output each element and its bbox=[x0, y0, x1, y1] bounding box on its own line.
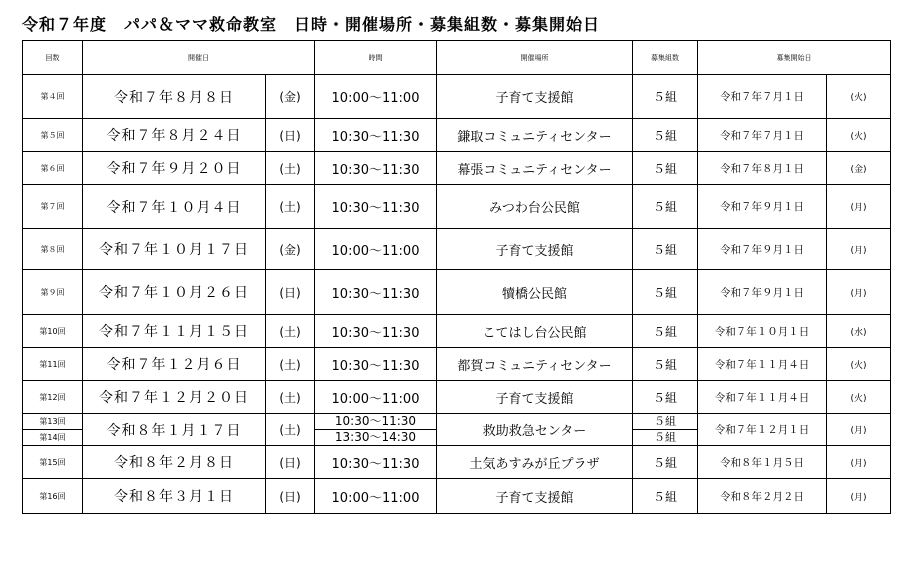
event-venue: 子育て支援館 bbox=[437, 479, 633, 514]
event-weekday: (金) bbox=[266, 229, 315, 270]
event-time: 13:30～14:30 bbox=[334, 430, 417, 444]
application-start-weekday: (月) bbox=[827, 479, 891, 514]
header-date: 開催日 bbox=[83, 41, 315, 75]
application-start-date: 令和７年１２月１日 bbox=[698, 414, 827, 446]
application-start-weekday: (金) bbox=[827, 152, 891, 185]
event-date: 令和７年９月２０日 bbox=[83, 152, 266, 185]
application-start-date: 令和７年９月１日 bbox=[698, 270, 827, 315]
application-start-weekday: (月) bbox=[827, 185, 891, 229]
application-start-date: 令和７年７月１日 bbox=[698, 119, 827, 152]
event-venue: 土気あすみが丘プラザ bbox=[437, 446, 633, 479]
session-number: 第12回 bbox=[23, 381, 83, 414]
event-date: 令和７年８月８日 bbox=[83, 75, 266, 119]
event-time: 10:30～11:30 bbox=[315, 119, 437, 152]
table-row bbox=[23, 348, 891, 381]
event-date: 令和７年８月２４日 bbox=[83, 119, 266, 152]
session-number: 第７回 bbox=[23, 185, 83, 229]
event-weekday: (日) bbox=[266, 446, 315, 479]
table-row bbox=[23, 152, 891, 185]
table-row-split bbox=[23, 414, 891, 446]
application-start-date: 令和７年１１月４日 bbox=[698, 348, 827, 381]
event-venue: こてはし台公民館 bbox=[437, 315, 633, 348]
event-time: 10:00～11:00 bbox=[315, 479, 437, 514]
event-time: 10:30～11:30 bbox=[315, 315, 437, 348]
application-start-date: 令和８年２月２日 bbox=[698, 479, 827, 514]
application-start-date: 令和７年８月１日 bbox=[698, 152, 827, 185]
table-row bbox=[23, 315, 891, 348]
event-date: 令和７年１０月２６日 bbox=[83, 270, 266, 315]
application-start-weekday: (月) bbox=[827, 270, 891, 315]
event-date: 令和７年１２月６日 bbox=[83, 348, 266, 381]
event-time: 10:00～11:00 bbox=[315, 381, 437, 414]
event-venue: みつわ台公民館 bbox=[437, 185, 633, 229]
table-row bbox=[23, 185, 891, 229]
event-time: 10:00～11:00 bbox=[315, 229, 437, 270]
page-title: 令和７年度 パパ＆ママ救命教室 日時・開催場所・募集組数・募集開始日 bbox=[22, 15, 601, 34]
event-time: 10:30～11:30 bbox=[315, 152, 437, 185]
application-start-weekday: (水) bbox=[827, 315, 891, 348]
header-row bbox=[23, 41, 891, 75]
session-number: 第13回 bbox=[23, 414, 82, 430]
table-row bbox=[23, 75, 891, 119]
application-start-weekday: (月) bbox=[827, 229, 891, 270]
header-place: 開催場所 bbox=[437, 41, 633, 75]
application-start-weekday: (火) bbox=[827, 75, 891, 119]
event-venue: 子育て支援館 bbox=[437, 75, 633, 119]
group-count: ５組 bbox=[633, 119, 698, 152]
event-weekday: (土) bbox=[266, 414, 315, 446]
event-weekday: (土) bbox=[266, 185, 315, 229]
event-time: 10:30～11:30 bbox=[315, 446, 437, 479]
event-time: 10:30～11:30 bbox=[315, 414, 436, 430]
event-time: 10:30～11:30 bbox=[315, 348, 437, 381]
application-start-date: 令和７年７月１日 bbox=[698, 75, 827, 119]
table-row bbox=[23, 119, 891, 152]
event-weekday: (土) bbox=[266, 381, 315, 414]
session-number: 第６回 bbox=[23, 152, 83, 185]
event-time: 10:30～11:30 bbox=[315, 185, 437, 229]
table-row bbox=[23, 270, 891, 315]
event-date: 令和８年３月１日 bbox=[83, 479, 266, 514]
event-date: 令和７年１０月１７日 bbox=[83, 229, 266, 270]
application-start-date: 令和８年１月５日 bbox=[698, 446, 827, 479]
group-count: ５組 bbox=[633, 75, 698, 119]
event-weekday: (土) bbox=[266, 315, 315, 348]
application-start-date: 令和７年１０月１日 bbox=[698, 315, 827, 348]
group-count: ５組 bbox=[633, 229, 698, 270]
event-time: 10:30～11:30 bbox=[315, 270, 437, 315]
event-venue: 都賀コミュニティセンター bbox=[437, 348, 633, 381]
event-date: 令和８年２月８日 bbox=[83, 446, 266, 479]
event-venue: 幕張コミュニティセンター bbox=[437, 152, 633, 185]
application-start-weekday: (火) bbox=[827, 381, 891, 414]
group-count: ５組 bbox=[633, 152, 698, 185]
application-start-date: 令和７年９月１日 bbox=[698, 185, 827, 229]
event-venue: 救助救急センター bbox=[437, 414, 633, 446]
session-number: 第11回 bbox=[23, 348, 83, 381]
event-date: 令和８年１月１７日 bbox=[83, 414, 266, 446]
group-count: ５組 bbox=[654, 431, 676, 444]
session-number: 第16回 bbox=[23, 479, 83, 514]
event-time-pair bbox=[315, 414, 437, 446]
event-weekday: (土) bbox=[266, 152, 315, 185]
header-time: 時間 bbox=[315, 41, 437, 75]
event-venue: 犢橋公民館 bbox=[437, 270, 633, 315]
session-number: 第15回 bbox=[23, 446, 83, 479]
session-number: 第９回 bbox=[23, 270, 83, 315]
session-number-pair bbox=[23, 414, 83, 446]
event-time: 10:00～11:00 bbox=[315, 75, 437, 119]
group-count-pair bbox=[633, 414, 698, 446]
event-weekday: (日) bbox=[266, 119, 315, 152]
application-start-weekday: (月) bbox=[827, 446, 891, 479]
event-date: 令和７年１１月１５日 bbox=[83, 315, 266, 348]
group-count: ５組 bbox=[633, 381, 698, 414]
header-groups: 募集組数 bbox=[633, 41, 698, 75]
group-count: ５組 bbox=[633, 315, 698, 348]
application-start-date: 令和７年１１月４日 bbox=[698, 381, 827, 414]
application-start-date: 令和７年９月１日 bbox=[698, 229, 827, 270]
header-no: 回数 bbox=[23, 41, 83, 75]
application-start-weekday: (火) bbox=[827, 348, 891, 381]
event-weekday: (日) bbox=[266, 479, 315, 514]
table-row bbox=[23, 446, 891, 479]
group-count: ５組 bbox=[633, 414, 697, 430]
group-count: ５組 bbox=[633, 270, 698, 315]
event-date: 令和７年１０月４日 bbox=[83, 185, 266, 229]
event-venue: 子育て支援館 bbox=[437, 229, 633, 270]
event-venue: 子育て支援館 bbox=[437, 381, 633, 414]
header-start: 募集開始日 bbox=[698, 41, 891, 75]
session-number: 第４回 bbox=[23, 75, 83, 119]
session-number: 第10回 bbox=[23, 315, 83, 348]
application-start-weekday: (火) bbox=[827, 119, 891, 152]
group-count: ５組 bbox=[633, 446, 698, 479]
event-weekday: (日) bbox=[266, 270, 315, 315]
event-date: 令和７年１２月２０日 bbox=[83, 381, 266, 414]
application-start-weekday: (月) bbox=[827, 414, 891, 446]
table-row bbox=[23, 381, 891, 414]
group-count: ５組 bbox=[633, 348, 698, 381]
session-number: 第14回 bbox=[39, 433, 66, 442]
session-number: 第５回 bbox=[23, 119, 83, 152]
event-venue: 鎌取コミュニティセンター bbox=[437, 119, 633, 152]
table-row bbox=[23, 479, 891, 514]
session-number: 第８回 bbox=[23, 229, 83, 270]
group-count: ５組 bbox=[633, 185, 698, 229]
event-weekday: (金) bbox=[266, 75, 315, 119]
table-row bbox=[23, 229, 891, 270]
group-count: ５組 bbox=[633, 479, 698, 514]
event-weekday: (土) bbox=[266, 348, 315, 381]
schedule-table bbox=[22, 40, 891, 514]
